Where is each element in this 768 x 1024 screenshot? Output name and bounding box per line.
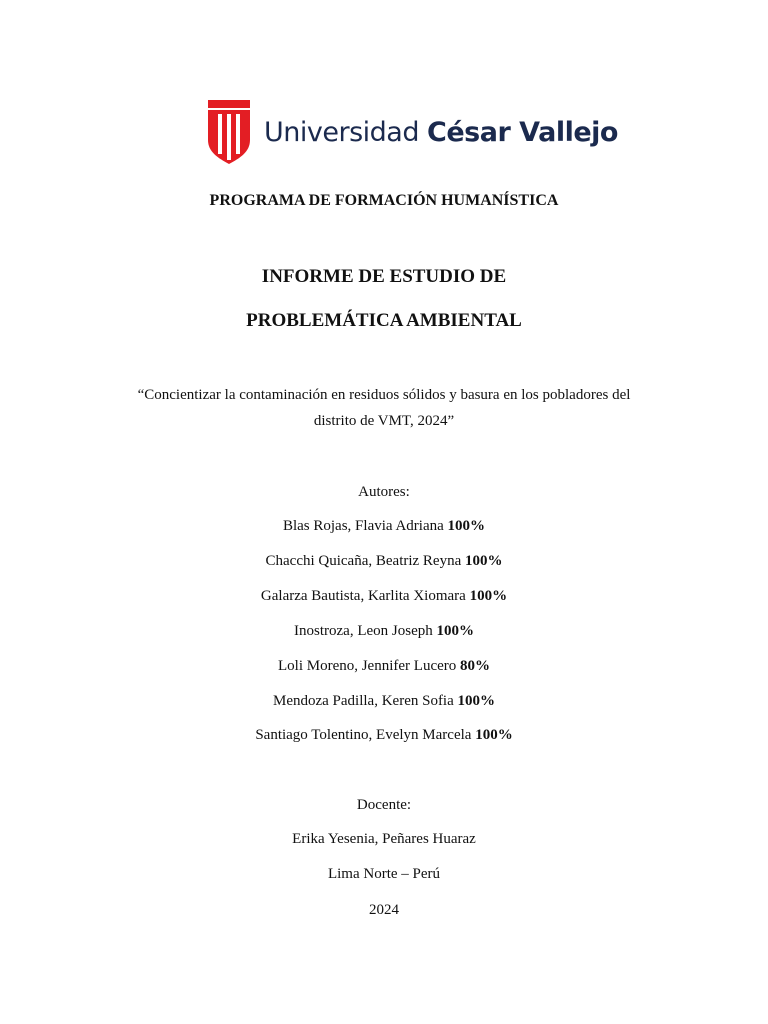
report-subtitle-line-2: distrito de VMT, 2024”: [313, 413, 455, 429]
author-name: Santiago Tolentino, Evelyn Marcela: [255, 727, 476, 743]
university-shield-icon: [208, 100, 250, 164]
authors-label: Autores:: [358, 484, 410, 500]
author-line: [0, 691, 768, 711]
docente-label: Docente:: [356, 797, 412, 813]
author-line: [0, 656, 768, 676]
program-heading: PROGRAMA DE FORMACIÓN HUMANÍSTICA: [209, 192, 559, 209]
author-percent: 100%: [457, 693, 496, 709]
author-name: Galarza Bautista, Karlita Xiomara: [260, 588, 470, 604]
author-percent: 100%: [475, 727, 513, 743]
author-line: [0, 725, 768, 745]
author-percent: 80%: [460, 658, 491, 674]
author-name: Blas Rojas, Flavia Adriana: [282, 518, 448, 534]
author-percent: 100%: [436, 623, 474, 639]
docente-name: Erika Yesenia, Peñares Huaraz: [292, 831, 476, 847]
author-line: [0, 551, 768, 571]
report-title-line-2: PROBLEMÁTICA AMBIENTAL: [246, 310, 522, 331]
author-percent: 100%: [469, 588, 508, 604]
author-percent: 100%: [447, 518, 486, 534]
university-name: [264, 117, 618, 148]
year-text: 2024: [369, 902, 399, 918]
university-name-regular: Universidad: [264, 116, 428, 148]
author-name: Loli Moreno, Jennifer Lucero: [277, 658, 461, 674]
university-name-bold: César Vallejo: [427, 116, 618, 148]
report-subtitle-line-1: “Concientizar la contaminación en residuos sólidos y basura en los pobladores del: [137, 387, 631, 403]
author-line: [0, 586, 768, 606]
author-name: Chacchi Quicaña, Beatriz Reyna: [265, 553, 465, 569]
author-name: Inostroza, Leon Joseph: [294, 623, 437, 639]
author-percent: 100%: [465, 553, 503, 569]
author-name: Mendoza Padilla, Keren Sofia: [272, 693, 458, 709]
author-line: [0, 621, 768, 641]
location-text: Lima Norte – Perú: [327, 866, 441, 882]
report-title-line-1: INFORME DE ESTUDIO DE: [261, 266, 507, 287]
author-line: [0, 516, 768, 536]
university-logo: [208, 100, 618, 164]
